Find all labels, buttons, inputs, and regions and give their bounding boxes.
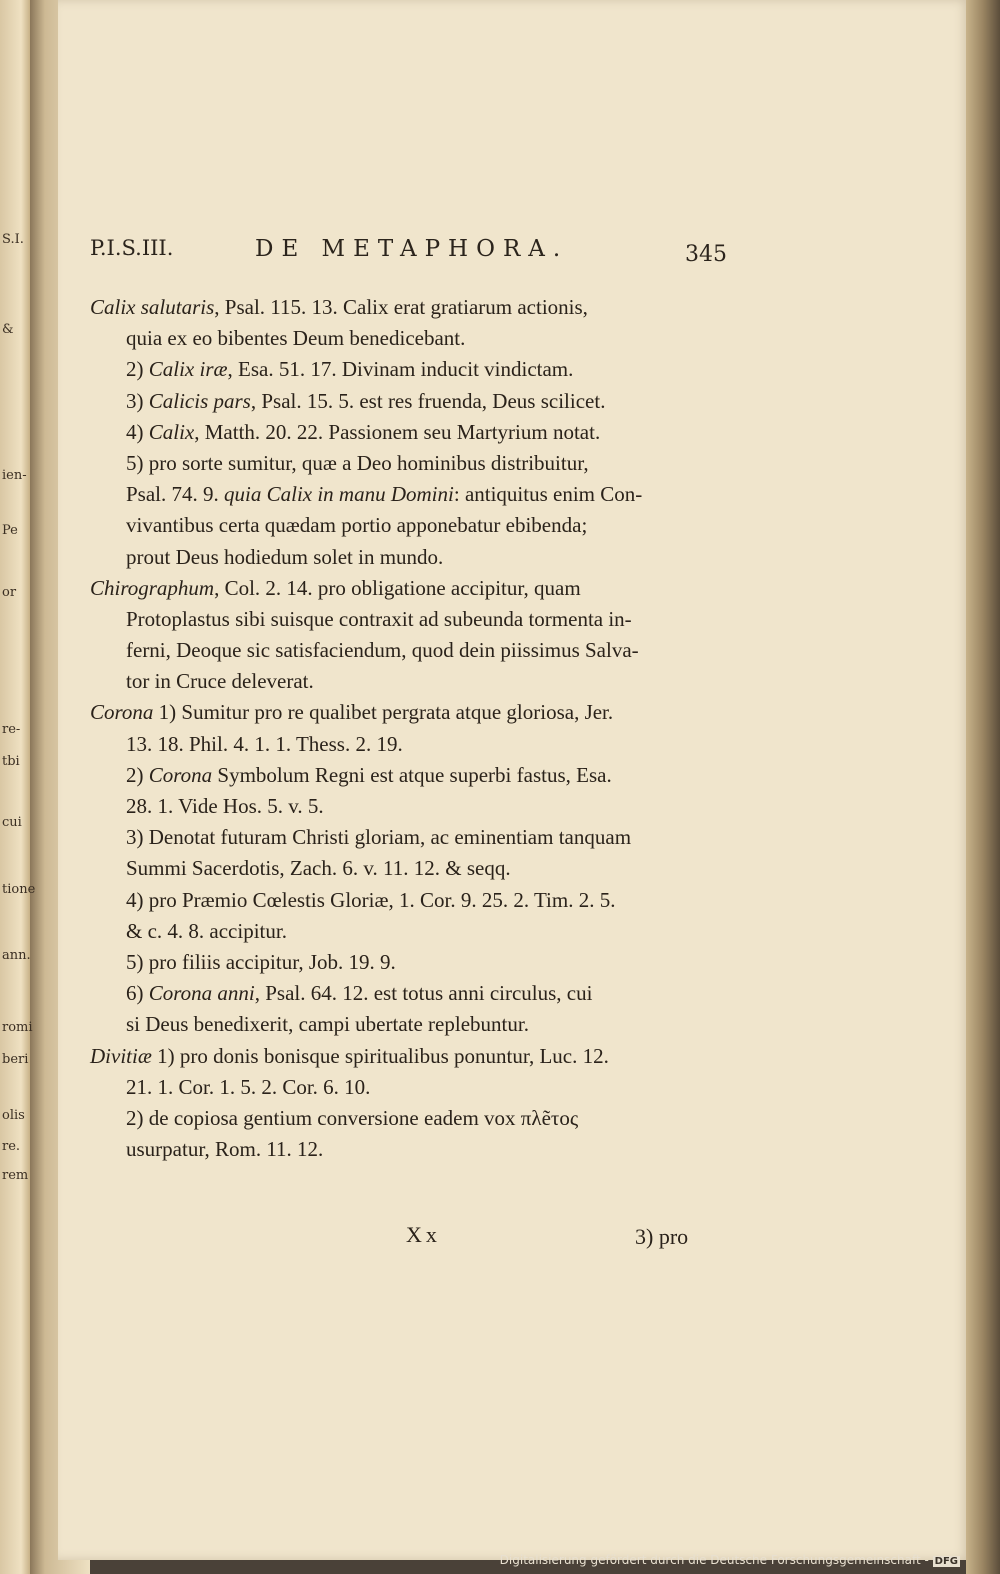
italic-term: Corona: [148, 762, 213, 787]
text-run: 1) pro donis bonisque spiritualibus ponuntur, Luc. 12.: [151, 1043, 609, 1068]
text-run: usurpatur, Rom. 11. 12.: [126, 1137, 324, 1162]
text-line: [90, 386, 745, 417]
italic-term: Calix iræ: [148, 357, 228, 382]
margin-fragment: re-: [2, 722, 21, 737]
text-run: & c. 4. 8. accipitur.: [126, 918, 287, 943]
text-line: [90, 760, 745, 791]
text-run: , Esa. 51. 17. Divinam inducit vindictam.: [227, 357, 574, 382]
text-line: [90, 822, 745, 853]
text-run: Summi Sacerdotis, Zach. 6. v. 11. 12. & seqq.: [126, 856, 511, 881]
margin-fragment: ien-: [2, 468, 27, 483]
text-line: [90, 947, 745, 978]
margin-fragment: beri: [2, 1052, 29, 1067]
text-line: [90, 573, 745, 604]
text-run: , Matth. 20. 22. Passionem seu Martyrium notat.: [194, 419, 601, 444]
page-number: 345: [685, 242, 727, 267]
margin-fragment: &: [2, 322, 14, 337]
text-line: [90, 448, 745, 479]
margin-fragment: re.: [2, 1139, 21, 1154]
text-run: quia ex eo bibentes Deum benedicebant.: [126, 326, 466, 351]
text-run: tor in Cruce deleverat.: [126, 669, 314, 694]
digitization-credit: [500, 1553, 960, 1567]
text-run: 2): [126, 357, 149, 382]
text-run: 5) pro sorte sumitur, quæ a Deo hominibus distribuitur,: [126, 450, 589, 475]
text-line: [90, 791, 745, 822]
margin-fragment: rem: [2, 1168, 29, 1183]
text-run: si Deus benedixerit, campi ubertate replebuntur.: [126, 1012, 529, 1037]
text-line: [90, 666, 745, 697]
dfg-logo: DFG: [934, 1556, 958, 1567]
italic-term: Calix salutaris: [90, 295, 215, 319]
text-run: 4): [126, 419, 149, 444]
italic-term: Corona anni: [148, 981, 255, 1006]
text-line: [90, 978, 745, 1009]
text-run: , Col. 2. 14. pro obligatione accipitur, quam: [214, 575, 581, 600]
text-line: [90, 354, 745, 385]
text-line: [90, 635, 745, 666]
text-line: [90, 1103, 745, 1134]
running-header: [90, 236, 740, 276]
catchword: 3) pro: [635, 1224, 689, 1249]
text-line: [90, 697, 745, 728]
margin-fragment: or: [2, 585, 17, 600]
italic-term: Calix: [148, 419, 195, 444]
margin-fragment: cui: [2, 815, 22, 830]
text-line: [90, 853, 745, 884]
signature-mark: Xx: [406, 1222, 441, 1247]
margin-fragment: tbi: [2, 754, 20, 769]
italic-term: quia Calix in manu Domini: [224, 482, 454, 507]
text-run: 21. 1. Cor. 1. 5. 2. Cor. 6. 10.: [126, 1074, 371, 1099]
text-line: [90, 323, 745, 354]
text-run: , Psal. 115. 13. Calix erat gratiarum actionis,: [214, 295, 588, 319]
text-run: 5) pro filiis accipitur, Job. 19. 9.: [126, 949, 396, 974]
text-line: [90, 1009, 745, 1040]
italic-term: Chirographum: [90, 575, 215, 600]
text-run: 1) Sumitur pro re qualibet pergrata atque gloriosa, Jer.: [153, 700, 614, 725]
text-line: [90, 916, 745, 947]
section-signature: P.I.S.III.: [90, 236, 174, 260]
margin-fragment: romi: [2, 1020, 33, 1035]
text-run: , Psal. 15. 5. est res fruenda, Deus scilicet.: [250, 388, 606, 413]
text-line: [90, 1134, 745, 1165]
text-line: [90, 479, 745, 510]
text-line: [90, 510, 745, 541]
credit-text: Digitalisierung gefördert durch die Deutsche Forschungsgemeinschaft -: [499, 1553, 929, 1567]
text-run: 2): [126, 762, 149, 787]
page-footer: [90, 1222, 740, 1262]
text-run: ferni, Deoque sic satisfaciendum, quod dein piissimus Salva-: [126, 638, 639, 663]
text-run: 28. 1. Vide Hos. 5. v. 5.: [126, 794, 324, 818]
text-run: 13. 18. Phil. 4. 1. 1. Thess. 2. 19.: [126, 731, 403, 756]
text-run: vivantibus certa quædam portio apponebatur ebibenda;: [126, 513, 588, 538]
italic-term: Calicis pars: [148, 388, 251, 413]
text-run: prout Deus hodiedum solet in mundo.: [126, 544, 444, 569]
margin-fragment: tione: [2, 882, 36, 897]
text-run: Protoplastus sibi suisque contraxit ad subeunda tormenta in-: [126, 606, 632, 631]
running-title: DE METAPHORA.: [255, 236, 569, 262]
text-run: Psal. 74. 9.: [126, 482, 225, 507]
body-text: [90, 292, 745, 1165]
margin-fragment: Pe: [2, 523, 18, 538]
italic-term: Corona: [90, 700, 154, 725]
text-line: [90, 417, 745, 448]
text-line: [90, 292, 745, 323]
italic-term: Divitiæ: [90, 1043, 152, 1068]
text-run: 4) pro Præmio Cœlestis Gloriæ, 1. Cor. 9. 25. 2. Tim. 2. 5.: [126, 887, 616, 912]
text-line: [90, 1041, 745, 1072]
text-run: 3): [126, 388, 149, 413]
text-line: [90, 1072, 745, 1103]
text-run: 6): [126, 981, 149, 1006]
margin-fragment: ann.: [2, 948, 31, 963]
text-run: Symbolum Regni est atque superbi fastus, Esa.: [212, 762, 612, 787]
margin-fragment: S.I.: [2, 232, 24, 247]
text-line: [90, 729, 745, 760]
text-line: [90, 542, 745, 573]
text-run: , Psal. 64. 12. est totus anni circulus, cui: [254, 981, 593, 1006]
page-edge-stack: [966, 0, 1000, 1574]
margin-fragment: olis: [2, 1108, 25, 1123]
text-line: [90, 604, 745, 635]
text-run: 3) Denotat futuram Christi gloriam, ac eminentiam tanquam: [126, 825, 632, 850]
text-run: : antiquitus enim Con-: [453, 482, 643, 507]
text-line: [90, 885, 745, 916]
text-run: 2) de copiosa gentium conversione eadem vox πλẽτος: [126, 1105, 579, 1130]
